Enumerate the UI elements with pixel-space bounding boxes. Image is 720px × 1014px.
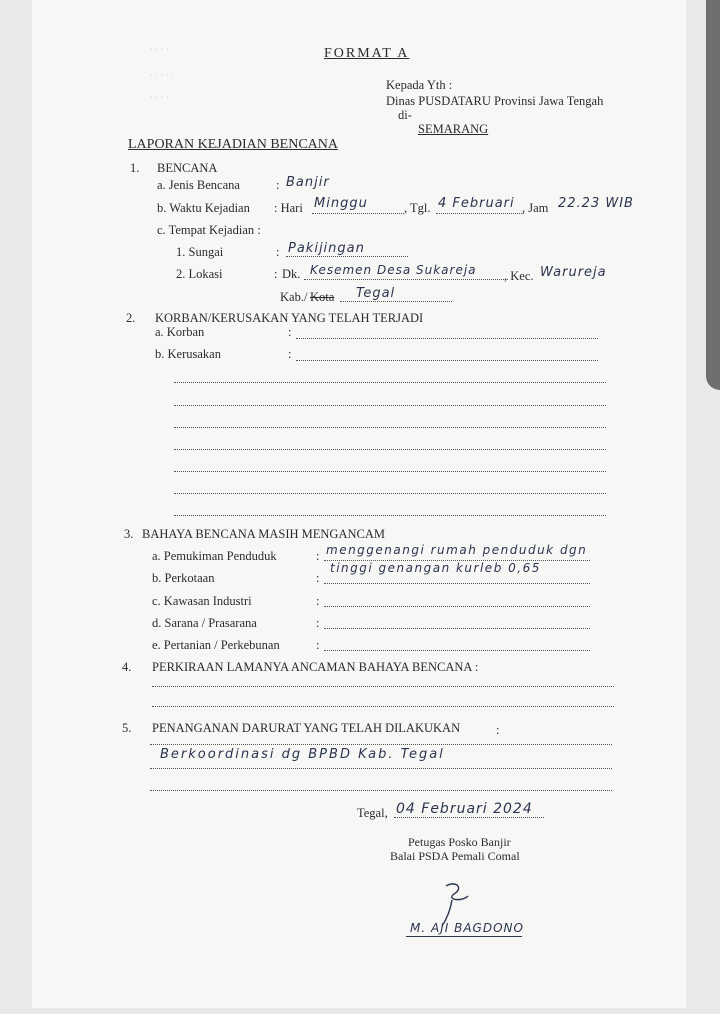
perkotaan-dotted-line [324, 583, 590, 584]
signature-underline [406, 936, 522, 937]
signature-name: M. AJI BAGDONO [410, 921, 524, 935]
kabupaten-dotted-line [340, 301, 452, 302]
sarana-prasarana-label: d. Sarana / Prasarana [152, 616, 257, 630]
tempat-kejadian-label: c. Tempat Kejadian : [157, 223, 261, 237]
format-title: FORMAT A [324, 46, 410, 61]
jenis-bencana-value: Banjir [286, 175, 330, 190]
lokasi-colon: : [274, 267, 278, 281]
pertanian-dotted-line [324, 650, 590, 651]
perkotaan-label: b. Perkotaan [152, 571, 215, 585]
pemukiman-colon: : [316, 549, 320, 563]
sungai-label: 1. Sungai [176, 245, 224, 259]
lokasi-value: Kesemen Desa Sukareja [310, 263, 477, 277]
korban-label: a. Korban [155, 325, 205, 339]
section4-title: PERKIRAAN LAMANYA ANCAMAN BAHAYA BENCANA : [152, 660, 479, 674]
section4-dotted-line [152, 706, 614, 707]
kota-struck-label: Kota [310, 290, 335, 304]
report-title: LAPORAN KEJADIAN BENCANA [128, 137, 338, 152]
kabupaten-value: Tegal [356, 286, 396, 301]
jam-label: , Jam [522, 201, 549, 215]
section5-dotted-line [150, 744, 612, 745]
addressee-di: di- [398, 108, 412, 122]
sungai-value: Pakijingan [288, 241, 365, 256]
bleed-through-mark: · · · · · [150, 70, 174, 80]
waktu-kejadian-label: b. Waktu Kejadian [157, 201, 250, 215]
lokasi-dotted-line [304, 279, 508, 280]
penanganan-value: Berkoordinasi dg BPBD Kab. Tegal [160, 747, 445, 762]
bleed-through-mark: · · · · [150, 44, 169, 54]
kecamatan-value: Warureja [540, 265, 607, 280]
kerusakan-dotted-line [174, 427, 606, 428]
section4-dotted-line [152, 686, 614, 687]
perkotaan-colon: : [316, 571, 320, 585]
section5-dotted-line [150, 768, 612, 769]
petugas-label: Petugas Posko Banjir [408, 835, 511, 849]
section2-number: 2. [126, 311, 136, 325]
bleed-through-mark: · · · · [150, 92, 169, 102]
hari-dotted-line [312, 213, 404, 214]
kerusakan-dotted-line [174, 515, 606, 516]
tanggal-value: 4 Februari [438, 196, 515, 211]
section3-number: 3. [124, 527, 134, 541]
date-dotted-line [394, 817, 544, 818]
korban-dotted-line [296, 338, 598, 339]
section1-number: 1. [130, 161, 140, 175]
kerusakan-label: b. Kerusakan [155, 347, 221, 361]
sarana-prasarana-colon: : [316, 616, 320, 630]
dukuh-label: Dk. [282, 267, 301, 281]
jam-value: 22.23 WIB [558, 196, 634, 211]
kerusakan-dotted-line [174, 493, 606, 494]
kerusakan-dotted-line [174, 382, 606, 383]
section2-title: KORBAN/KERUSAKAN YANG TELAH TERJADI [155, 311, 424, 325]
hari-label: : Hari [274, 201, 303, 215]
pertanian-label: e. Pertanian / Perkebunan [152, 638, 280, 652]
sungai-dotted-line [286, 256, 408, 257]
addressee-city: SEMARANG [418, 122, 489, 136]
section1-title: BENCANA [157, 161, 218, 175]
kawasan-industri-dotted-line [324, 606, 590, 607]
section5-dotted-line [150, 790, 612, 791]
pemukiman-value-line2: tinggi genangan kurleb 0,65 [330, 561, 541, 575]
tanggal-label: , Tgl. [404, 201, 431, 215]
balai-label: Balai PSDA Pemali Comal [390, 849, 520, 863]
hari-value: Minggu [314, 196, 368, 211]
place-label: Tegal, [357, 806, 388, 820]
tanggal-dotted-line [436, 213, 524, 214]
section4-number: 4. [122, 660, 132, 674]
pemukiman-label: a. Pemukiman Penduduk [152, 549, 277, 563]
sungai-colon: : [276, 245, 280, 259]
kawasan-industri-colon: : [316, 594, 320, 608]
kerusakan-dotted-line [296, 360, 598, 361]
sarana-prasarana-dotted-line [324, 628, 590, 629]
lokasi-label: 2. Lokasi [176, 267, 223, 281]
kerusakan-colon: : [288, 347, 292, 361]
scrollbar-thumb[interactable] [706, 0, 720, 390]
kerusakan-dotted-line [174, 471, 606, 472]
section5-colon: : [496, 723, 500, 737]
kawasan-industri-label: c. Kawasan Industri [152, 594, 252, 608]
section3-title: BAHAYA BENCANA MASIH MENGANCAM [142, 527, 385, 541]
addressee-dinas: Dinas PUSDATARU Provinsi Jawa Tengah [386, 94, 604, 108]
date-value: 04 Februari 2024 [396, 801, 533, 817]
kerusakan-dotted-line [174, 405, 606, 406]
addressee-kepada: Kepada Yth : [386, 78, 453, 92]
jenis-bencana-label: a. Jenis Bencana [157, 178, 240, 192]
jenis-bencana-colon: : [276, 178, 280, 192]
pemukiman-value-line1: menggenangi rumah penduduk dgn [326, 543, 588, 557]
section5-title: PENANGANAN DARURAT YANG TELAH DILAKUKAN [152, 721, 461, 735]
pertanian-colon: : [316, 638, 320, 652]
section5-number: 5. [122, 721, 132, 735]
kabupaten-label: Kab./ [280, 290, 308, 304]
kecamatan-label: , Kec. [504, 269, 534, 283]
kerusakan-dotted-line [174, 449, 606, 450]
korban-colon: : [288, 325, 292, 339]
